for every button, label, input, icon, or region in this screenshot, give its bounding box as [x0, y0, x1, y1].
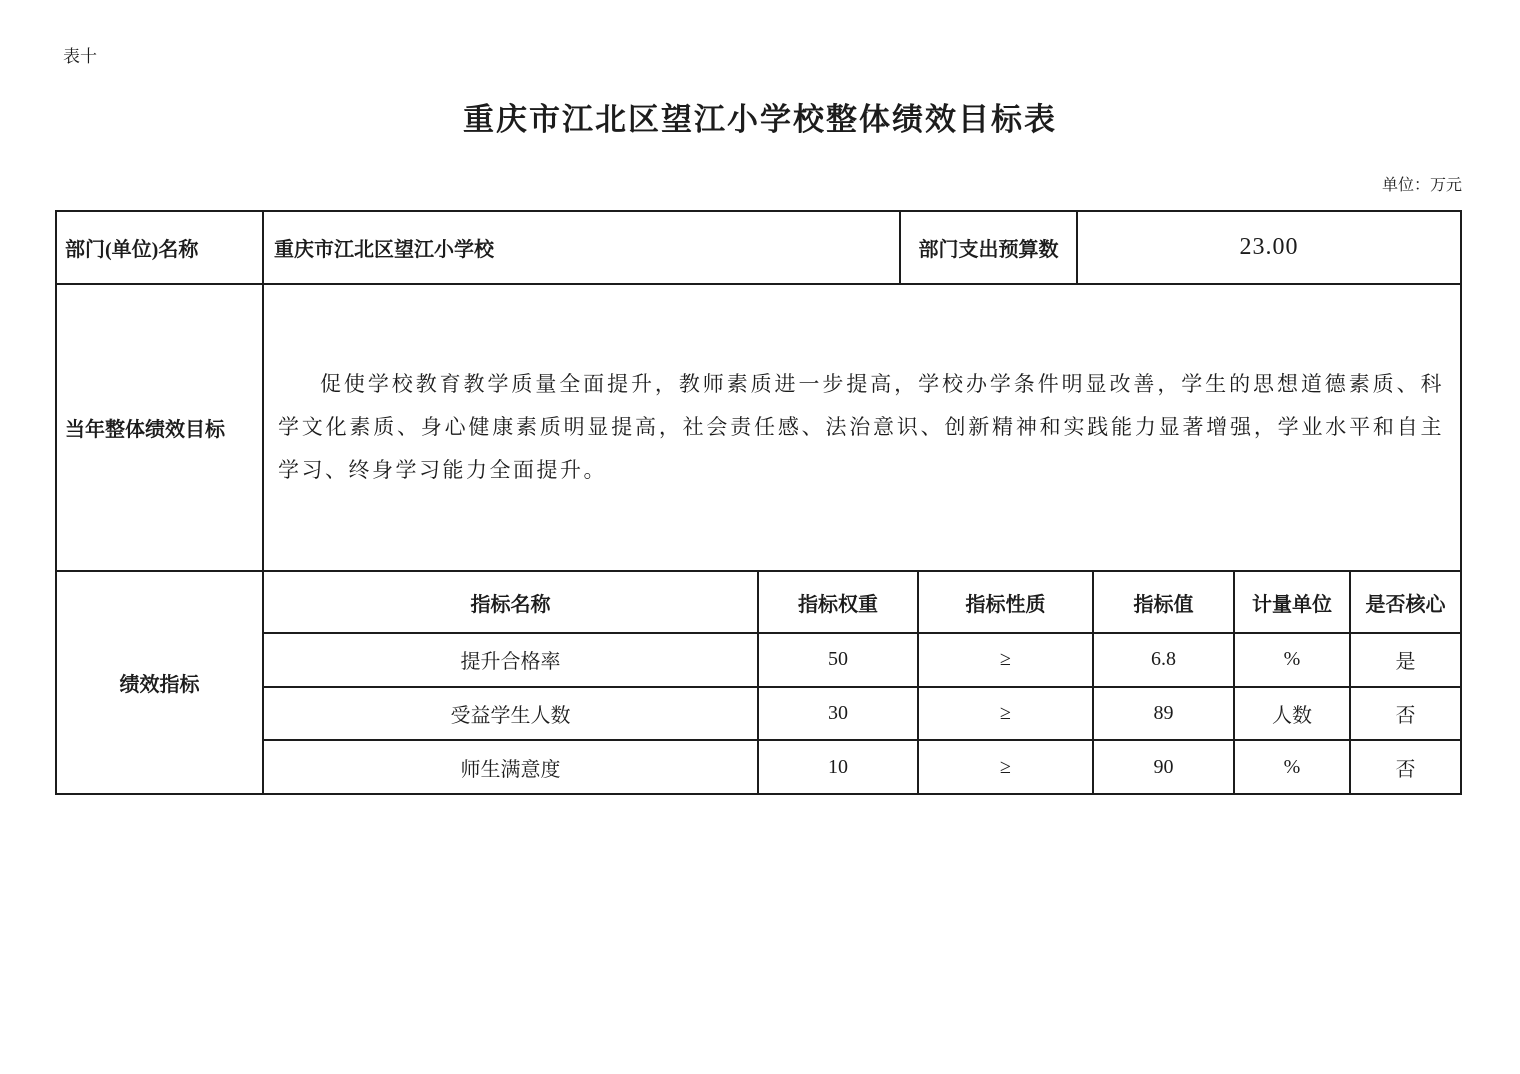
indicator-cell: 50	[757, 634, 917, 686]
performance-goal-table	[55, 210, 1462, 795]
indicator-cell: ≥	[917, 634, 1092, 686]
dept-name-label-cell: 部门(单位)名称	[65, 239, 199, 261]
indicator-cell: 10	[757, 741, 917, 793]
indicator-cell: ≥	[917, 688, 1092, 740]
indicator-cell: 否	[1349, 741, 1460, 793]
annual-goal-paragraph: 促使学校教育教学质量全面提升，教师素质进一步提高，学校办学条件明显改善，学生的思想道德素质、科学文化素质、身心健康素质明显提高，社会责任感、法治意识、创新精神和实践能力显著增强，学业水平和自主学习、终身学习能力全面提升。	[278, 372, 1444, 482]
unit-note: 单位：万元	[1381, 177, 1462, 194]
indicator-header-cell: 指标权重	[757, 572, 917, 632]
budget-label-cell: 部门支出预算数	[899, 212, 1076, 283]
indicator-data-row	[264, 632, 1460, 686]
indicator-section-label-cell: 绩效指标	[119, 674, 200, 696]
indicator-cell: 人数	[1233, 688, 1349, 740]
indicator-cell: 否	[1349, 688, 1460, 740]
budget-value-cell: 23.00	[1076, 212, 1460, 283]
indicator-cell: %	[1233, 634, 1349, 686]
indicator-header-cell: 是否核心	[1349, 572, 1460, 632]
indicator-cell: 提升合格率	[460, 651, 561, 674]
indicator-cell: 30	[757, 688, 917, 740]
indicator-header-cell: 计量单位	[1233, 572, 1349, 632]
table-row-annual-goal	[57, 283, 1460, 570]
indicator-cell: 是	[1349, 634, 1460, 686]
indicator-header-cell: 指标值	[1092, 572, 1233, 632]
document-title: 重庆市江北区望江小学校整体绩效目标表	[463, 102, 1057, 137]
indicator-cell: %	[1233, 741, 1349, 793]
indicator-cell: 6.8	[1092, 634, 1233, 686]
indicator-cell: 89	[1092, 688, 1233, 740]
table-row-department-info	[57, 212, 1460, 283]
annual-goal-label-cell: 当年整体绩效目标	[65, 419, 225, 441]
indicator-cell: 师生满意度	[460, 758, 561, 781]
table-row-indicators	[57, 570, 1460, 793]
indicator-sub-table	[262, 572, 1460, 793]
dept-name-value-cell: 重庆市江北区望江小学校	[262, 212, 899, 283]
indicator-header-cell: 指标性质	[917, 572, 1092, 632]
indicator-cell: 90	[1092, 741, 1233, 793]
indicator-cell: 受益学生人数	[450, 705, 571, 727]
indicator-data-row	[264, 739, 1460, 793]
indicator-header-row	[264, 572, 1460, 632]
indicator-cell: ≥	[917, 741, 1092, 793]
indicator-header-cell: 指标名称	[470, 593, 551, 616]
sheet-number-label: 表十	[63, 47, 97, 66]
indicator-data-row	[264, 686, 1460, 740]
annual-goal-text-cell	[262, 285, 1460, 570]
